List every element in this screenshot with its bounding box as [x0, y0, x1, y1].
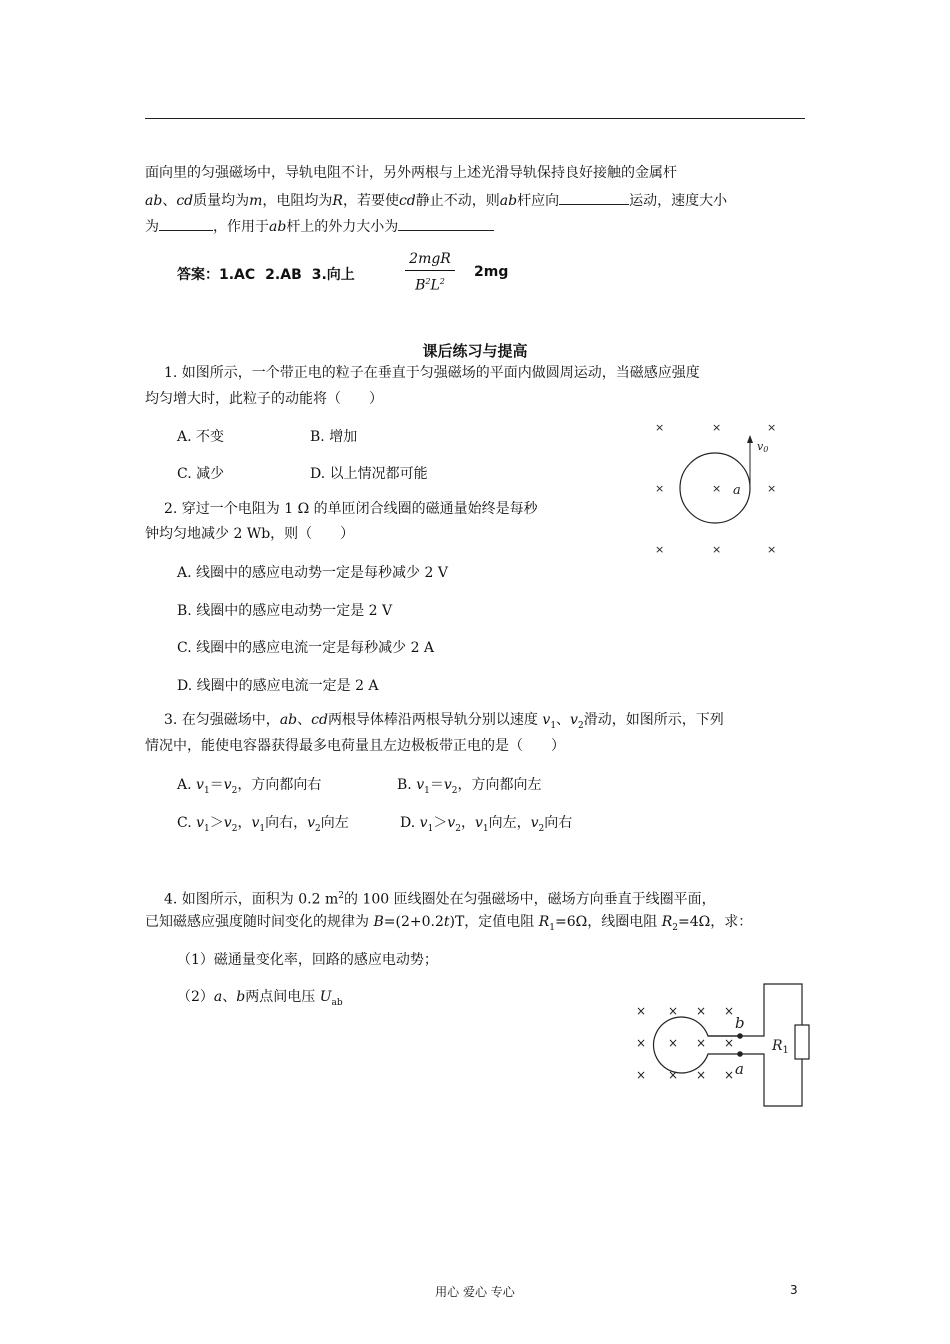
resistor-subscript: 1: [782, 1045, 789, 1056]
q2-option-c: C. 线圈中的感应电流一定是每秒减少 2 A: [177, 640, 435, 656]
field-cross: ×: [655, 543, 665, 556]
q2-line-2: 钟均匀地减少 2 Wb，则（ ）: [145, 526, 355, 542]
answer-blank: [159, 216, 213, 231]
answer-line: 答案：1.AC 2.AB 3.向上: [177, 267, 355, 283]
field-cross: ×: [668, 1068, 679, 1082]
q3-line-2: 情况中，能使电容器获得最多电荷量且左边极板带正电的是（ ）: [145, 738, 565, 754]
q1-line-2: 均匀增大时，此粒子的动能将（ ）: [145, 391, 383, 407]
field-cross: ×: [712, 543, 722, 556]
field-cross: ×: [724, 1004, 735, 1018]
resistor-label: R: [772, 1038, 783, 1054]
q2-option-b: B. 线圈中的感应电动势一定是 2 V: [177, 603, 393, 619]
q2-option-d: D. 线圈中的感应电流一定是 2 A: [177, 678, 379, 694]
q3-line-1: 3. 在匀强磁场中，ab、cd两根导体棒沿两根导轨分别以速度 $v_1$、$v_2$滑动，如图所示，下列: [164, 712, 724, 731]
svg-text:v0: [757, 440, 768, 454]
field-cross: ×: [636, 1004, 647, 1018]
field-cross: ×: [636, 1068, 647, 1082]
q2-option-a: A. 线圈中的感应电动势一定是每秒减少 2 V: [177, 565, 448, 581]
q1-line-1: 1. 如图所示，一个带正电的粒子在垂直于匀强磁场的平面内做圆周运动，当磁感应强度: [164, 365, 700, 381]
page-number: 3: [790, 1283, 798, 1297]
field-cross: ×: [696, 1036, 707, 1050]
field-cross: ×: [696, 1068, 707, 1082]
velocity-label: v: [757, 440, 764, 453]
field-cross: ×: [636, 1036, 647, 1050]
velocity-subscript: 0: [763, 445, 769, 454]
field-cross: ×: [668, 1036, 679, 1050]
answer-tail: 2mg: [474, 264, 509, 280]
top-text-line-1: 面向里的匀强磁场中，导轨电阻不计，另外两根与上述光滑导轨保持良好接触的金属杆: [145, 165, 677, 181]
terminal-a: [737, 1051, 743, 1057]
answer-blank: [398, 216, 494, 231]
field-cross: ×: [668, 1004, 679, 1018]
field-cross: ×: [712, 421, 722, 434]
header-rule: [145, 118, 805, 119]
field-cross: ×: [767, 543, 777, 556]
q3-option-c: C. $v_1>v_2$，$v_1$向右，$v_2$向左: [177, 815, 349, 834]
field-cross: ×: [655, 421, 665, 434]
svg-text:R1: [771, 1038, 789, 1056]
section-title: 课后练习与提高: [422, 342, 528, 360]
field-cross: ×: [724, 1036, 735, 1050]
velocity-arrowhead: [747, 435, 753, 443]
field-cross: ×: [712, 482, 722, 495]
label-b: b: [735, 1014, 745, 1032]
terminal-b: [737, 1033, 743, 1039]
q3-option-a: A. $v_1=v_2$，方向都向右: [177, 777, 322, 796]
q1-option-c: C. 减少: [177, 466, 225, 482]
q1-figure: [645, 415, 785, 560]
top-text-line-2: ab、cd质量均为m，电阻均为R，若要使cd静止不动，则ab杆应向 运动，速度大小: [145, 190, 727, 210]
q3-option-b: B. $v_1=v_2$，方向都向左: [397, 777, 542, 796]
q4-line-2: 已知磁感应强度随时间变化的规律为 B=(2+0.2t)T，定值电阻 $R_1=6\Omega$，线圈电阻 $R_2=4\Omega$，求：: [145, 914, 753, 933]
q1-option-b: B. 增加: [310, 429, 358, 445]
field-cross: ×: [696, 1004, 707, 1018]
q4-sub-2: （2）a、b两点间电压 $U_{ab}$: [177, 989, 343, 1008]
field-cross: ×: [767, 482, 777, 495]
q4-figure: [630, 978, 820, 1113]
field-cross: ×: [655, 482, 665, 495]
center-label: a: [733, 483, 741, 498]
top-text-line-3: 为 ，作用于ab杆上的外力大小为: [145, 216, 494, 236]
q4-line-1: 4. 如图所示，面积为 0.2 $m^2$的 100 匝线圈处在匀强磁场中，磁场方向垂直于线圈平面，: [164, 891, 716, 908]
answer-fraction: 2mgR $B^2L^2$: [405, 250, 455, 295]
field-cross: ×: [724, 1068, 735, 1082]
q4-sub-1: （1）磁通量变化率，回路的感应电动势；: [177, 952, 438, 968]
field-cross: ×: [767, 421, 777, 434]
q1-option-a: A. 不变: [177, 429, 225, 445]
q1-option-d: D. 以上情况都可能: [310, 466, 428, 482]
q2-line-1: 2. 穿过一个电阻为 1 Ω 的单匝闭合线圈的磁通量始终是每秒: [164, 501, 538, 517]
resistor-r1: [795, 1025, 809, 1059]
answer-blank: [559, 190, 629, 205]
q3-option-d: D. $v_1>v_2$，$v_1$向左，$v_2$向右: [400, 815, 573, 834]
label-a: a: [735, 1060, 744, 1078]
page-footer: 用心 爱心 专心: [435, 1285, 515, 1299]
